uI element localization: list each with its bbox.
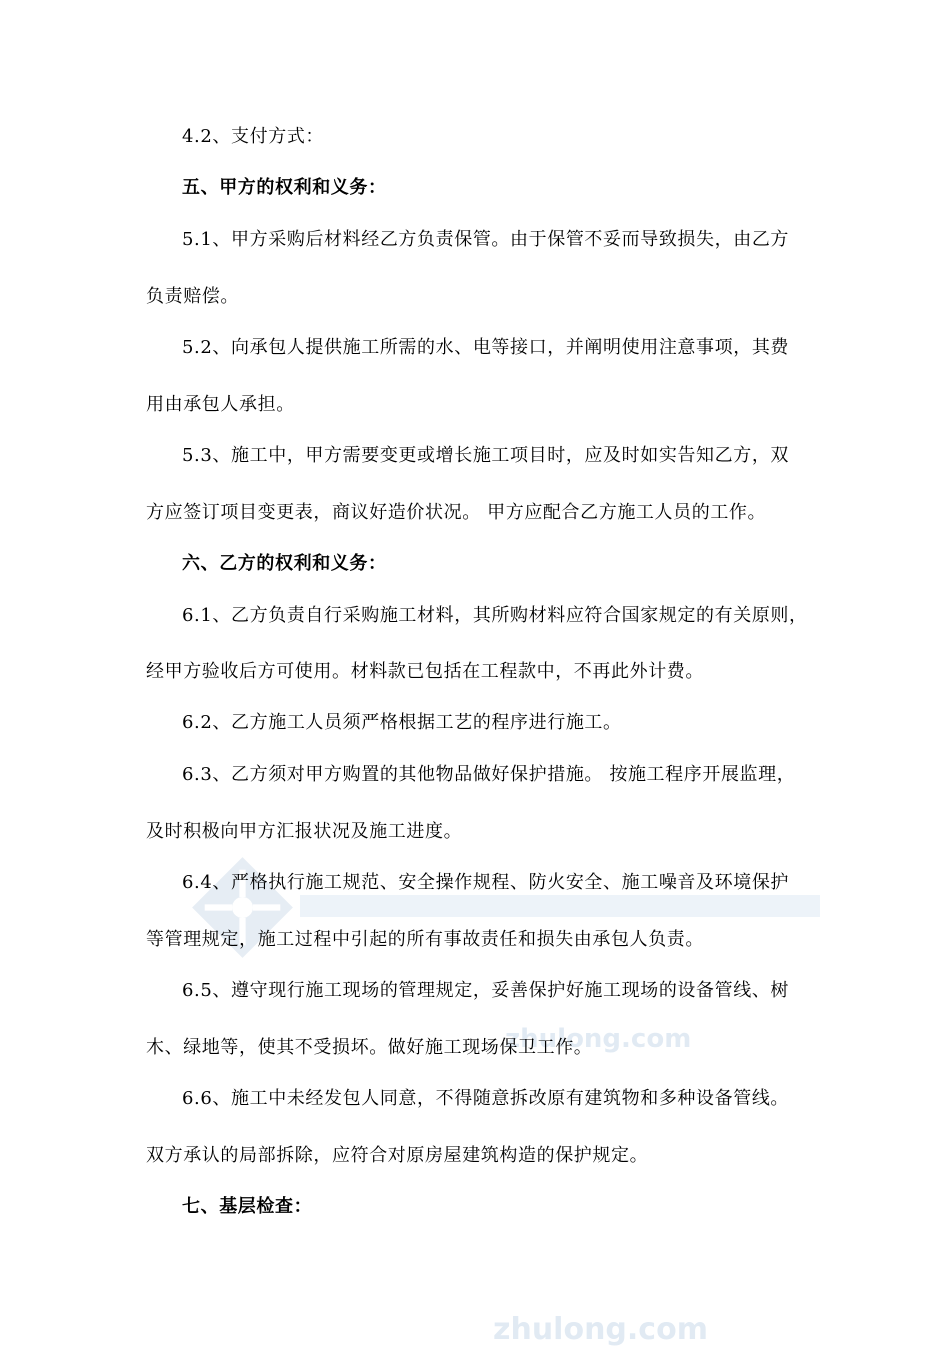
- clause-5-1-line-2: 负责赔偿。: [146, 286, 239, 307]
- clause-6-4-line-1: 6.4、严格执行施工规范、安全操作规程、防火安全、施工噪音及环境保护: [182, 872, 790, 893]
- clause-5-3-line-2: 方应签订项目变更表，商议好造价状况。 甲方应配合乙方施工人员的工作。: [146, 502, 767, 523]
- section-heading-5: 五、甲方的权利和义务：: [182, 177, 387, 198]
- clause-6-5-line-2: 木、绿地等，使其不受损坏。做好施工现场保卫工作。: [146, 1037, 593, 1058]
- clause-5-1-line-1: 5.1、甲方采购后材料经乙方负责保管。由于保管不妥而导致损失，由乙方: [182, 229, 790, 250]
- watermark-text-mid: zhulong.com: [505, 1024, 692, 1054]
- clause-6-3-line-2: 及时积极向甲方汇报状况及施工进度。: [146, 821, 463, 842]
- clause-5-3-line-1: 5.3、施工中，甲方需要变更或增长施工项目时，应及时如实告知乙方，双: [182, 445, 790, 466]
- clause-6-6-line-1: 6.6、施工中未经发包人同意，不得随意拆改原有建筑物和多种设备管线。: [182, 1088, 790, 1109]
- section-heading-6: 六、乙方的权利和义务：: [182, 553, 387, 574]
- clause-4-2: 4.2、支付方式：: [182, 126, 325, 147]
- clause-6-4-line-2: 等管理规定，施工过程中引起的所有事故责任和损失由承包人负责。: [146, 929, 704, 950]
- watermark-band: [300, 895, 820, 917]
- clause-5-2-line-2: 用由承包人承担。: [146, 394, 295, 415]
- clause-6-1-line-1: 6.1、乙方负责自行采购施工材料，其所购材料应符合国家规定的有关原则，: [182, 605, 808, 626]
- clause-5-2-line-1: 5.2、向承包人提供施工所需的水、电等接口，并阐明使用注意事项，其费: [182, 337, 790, 358]
- clause-6-1-line-2: 经甲方验收后方可使用。材料款已包括在工程款中，不再此外计费。: [146, 661, 704, 682]
- clause-6-5-line-1: 6.5、遵守现行施工现场的管理规定，妥善保护好施工现场的设备管线、树: [182, 980, 790, 1001]
- section-heading-7: 七、基层检查：: [182, 1196, 313, 1217]
- clause-6-3-line-1: 6.3、乙方须对甲方购置的其他物品做好保护措施。 按施工程序开展监理，: [182, 764, 796, 785]
- clause-6-6-line-2: 双方承认的局部拆除，应符合对原房屋建筑构造的保护规定。: [146, 1145, 649, 1166]
- watermark-text-bottom: zhulong.com: [493, 1312, 708, 1347]
- clause-6-2: 6.2、乙方施工人员须严格根据工艺的程序进行施工。: [182, 712, 622, 733]
